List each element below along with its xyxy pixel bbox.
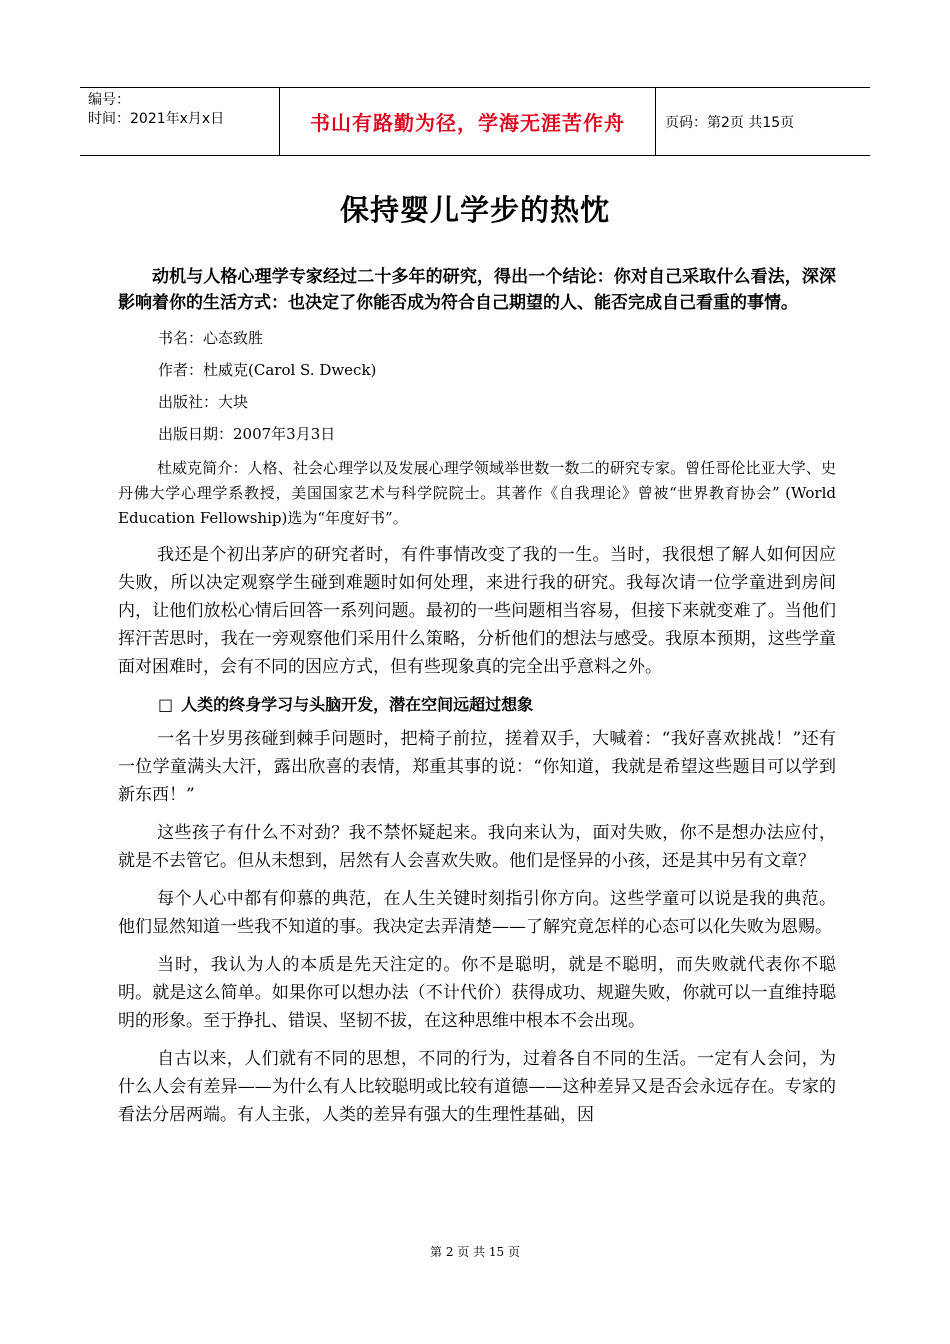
book-name: 书名：心态致胜 <box>158 329 264 347</box>
paragraph: 当时，我认为人的本质是先天注定的。你不是聪明，就是不聪明，而失败就代表你不聪明。就是这么简单。如果你可以想办法（不计代价）获得成功、规避失败，你就可以一直维持聪明的形象。至于挣扎、错误、坚韧不拔，在这种思维中根本不会出现。 <box>118 955 836 1031</box>
paragraph: 一名十岁男孩碰到棘手问题时，把椅子前拉，搓着双手，大喊着：“我好喜欢挑战！”还有一位学童满头大汗，露出欣喜的表情，郑重其事的说：“你知道，我就是希望这些题目可以学到新东西！” <box>118 729 836 805</box>
paragraph: 这些孩子有什么不对劲？我不禁怀疑起来。我向来认为，面对失败，你不是想办法应付，就是不去管它。但从未想到，居然有人会喜欢失败。他们是怪异的小孩，还是其中另有文章？ <box>118 823 836 871</box>
page-title: 保持婴儿学步的热忱 <box>339 193 610 227</box>
book-publisher: 出版社：大块 <box>158 393 249 411</box>
paragraph: 自古以来，人们就有不同的思想，不同的行为，过着各自不同的生活。一定有人会问，为什么人会有差异——为什么有人比较聪明或比较有道德——这种差异又是否会永远存在。专家的看法分居两端。有人主张，人类的差异有强大的生理性基础，因 <box>118 1049 836 1125</box>
article-body <box>118 264 836 1139</box>
author-bio: 杜威克简介：人格、社会心理学以及发展心理学领域举世数一数二的研究专家。曾任哥伦比亚大学、史丹佛大学心理学系教授，美国国家艺术与科学院院士。其著作《自我理论》曾被“世界教育协会” (World Education Fellowship)选为“年度好书”。 <box>118 459 836 527</box>
motto: 书山有路勤为径，学海无涯苦作舟 <box>280 88 656 155</box>
section-heading-text: 人类的终身学习与头脑开发，潜在空间远超过想象 <box>181 695 534 714</box>
header-meta-cell <box>80 88 280 155</box>
page-footer: 第 2 页 共 15 页 <box>430 1245 520 1259</box>
paragraph: 我还是个初出茅庐的研究者时，有件事情改变了我的一生。当时，我很想了解人如何因应失败，所以决定观察学生碰到难题时如何处理，来进行我的研究。我每次请一位学童进到房间内，让他们放松心情后回答一系列问题。最初的一些问题相当容易，但接下来就变难了。当他们挥汗苦思时，我在一旁观察他们采用什么策略，分析他们的想法与感受。我原本预期，这些学童面对困难时，会有不同的因应方式，但有些现象真的完全出乎意料之外。 <box>118 545 836 677</box>
header-table <box>80 87 870 156</box>
intro-paragraph: 动机与人格心理学专家经过二十多年的研究，得出一个结论：你对自己采取什么看法，深深影响着你的生活方式：也决定了你能否成为符合自己期望的人、能否完成自己看重的事情。 <box>118 267 836 313</box>
paragraph: 每个人心中都有仰慕的典范，在人生关键时刻指引你方向。这些学童可以说是我的典范。他们显然知道一些我不知道的事。我决定去弄清楚——了解究竟怎样的心态可以化失败为恩赐。 <box>118 889 836 937</box>
page-label: 页码：第2页 共15页 <box>665 114 795 131</box>
section-heading <box>118 691 836 719</box>
book-author: 作者：杜威克(Carol S. Dweck) <box>158 361 377 379</box>
checkbox-square-icon: □ <box>158 695 174 714</box>
book-pub-date: 出版日期：2007年3月3日 <box>158 425 336 443</box>
date-label: 时间：2021年x月x日 <box>88 111 225 127</box>
number-label: 编号： <box>88 92 130 108</box>
